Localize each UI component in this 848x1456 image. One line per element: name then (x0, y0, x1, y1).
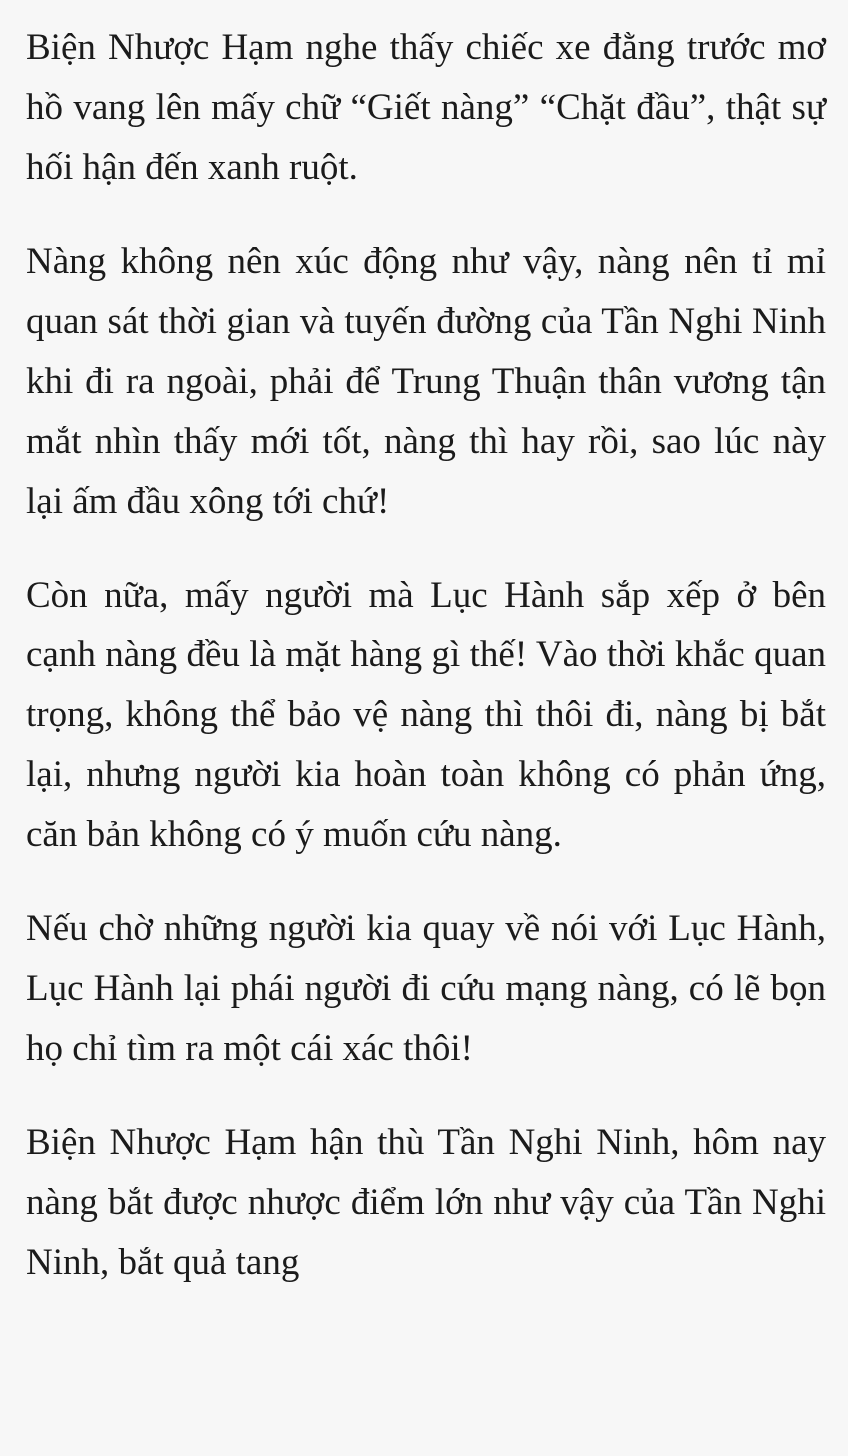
paragraph: Biện Nhược Hạm nghe thấy chiếc xe đằng trước mơ hồ vang lên mấy chữ “Giết nàng” “Chặt đầu”, thật sự hối hận đến xanh ruột. (26, 27, 826, 188)
paragraph: Còn nữa, mấy người mà Lục Hành sắp xếp ở bên cạnh nàng đều là mặt hàng gì thế! Vào thời khắc quan trọng, không thể bảo vệ nàng thì thôi đi, nàng bị bắt lại, nhưng người kia hoàn toàn không có phản ứng, căn bản không có ý muốn cứu nàng. (26, 574, 826, 856)
paragraph: Nếu chờ những người kia quay về nói với Lục Hành, Lục Hành lại phái người đi cứu mạng nàng, có lẽ bọn họ chỉ tìm ra một cái xác thôi! (26, 908, 826, 1070)
paragraph: Biện Nhược Hạm hận thù Tần Nghi Ninh, hôm nay nàng bắt được nhược điểm lớn như vậy của Tần Nghi Ninh, bắt quả tang (26, 1122, 826, 1283)
paragraph: Nàng không nên xúc động như vậy, nàng nên tỉ mỉ quan sát thời gian và tuyến đường của Tần Nghi Ninh khi đi ra ngoài, phải để Trung Thuận thân vương tận mắt nhìn thấy mới tốt, nàng thì hay rồi, sao lúc này lại ấm đầu xông tới chứ! (26, 240, 826, 522)
